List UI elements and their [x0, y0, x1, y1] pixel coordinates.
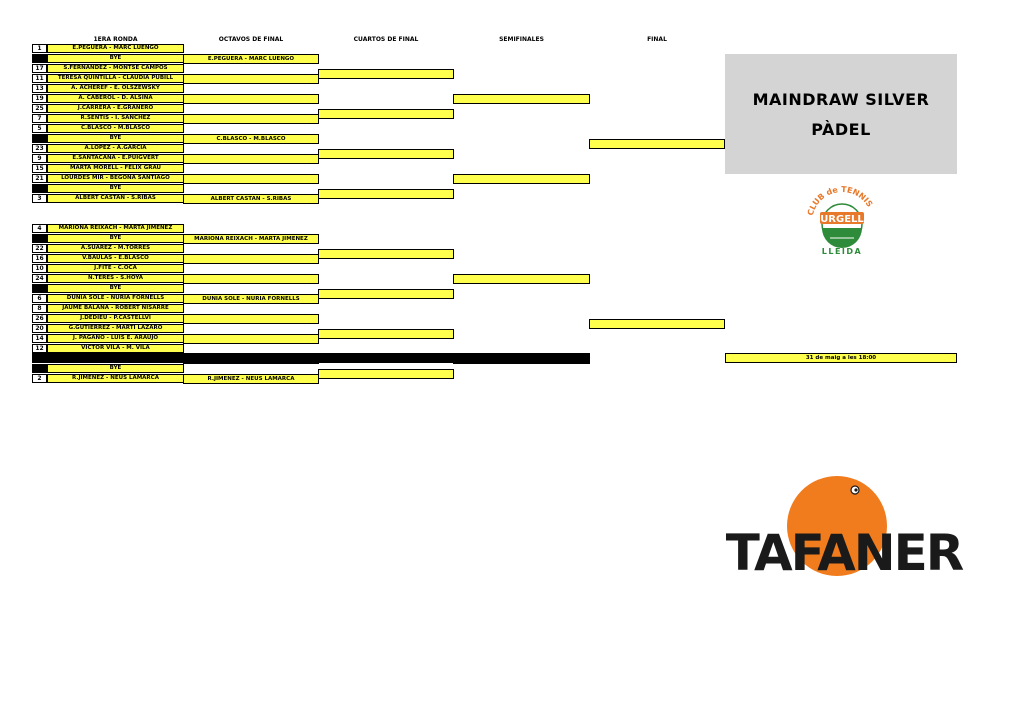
cuartos-slot — [318, 149, 454, 159]
round1-team: MARTA MORELL - FELIX GRAU — [47, 164, 184, 173]
final-slot — [589, 319, 725, 329]
round1-team: R.JIMENEZ - NEUS LAMARCA — [47, 374, 184, 383]
round1-team: A. ACHEREF - E. OLSZEWSKY — [47, 84, 184, 93]
seed-number: 16 — [32, 254, 47, 263]
round1-team: E.PEGUERA - MARC LUENGO — [47, 44, 184, 53]
octavos-slot: DUNIA SOLE - NURIA FORNELLS — [183, 294, 319, 304]
round1-team: A.SUAREZ - M.TORRES — [47, 244, 184, 253]
round1-team: ALBERT CASTAN - S.RIBAS — [47, 194, 184, 203]
seed-number: 7 — [32, 114, 47, 123]
header-octavos: OCTAVOS DE FINAL — [218, 36, 284, 43]
bye-slot: BYE — [47, 234, 184, 243]
seed-number — [32, 234, 47, 243]
cuartos-slot — [318, 369, 454, 379]
octavos-slot: MARIONA REIXACH - MARTA JIMENEZ — [183, 234, 319, 244]
semis-slot — [453, 94, 590, 104]
round1-team: JAUME BALAÑA - ROBERT NISARRE — [47, 304, 184, 313]
round1-team: G.GUTIERREZ - MARTI LAZARO — [47, 324, 184, 333]
octavos-slot: E.PEGUERA - MARC LUENGO — [183, 54, 319, 64]
seed-number: 24 — [32, 274, 47, 283]
seed-number: 22 — [32, 244, 47, 253]
seed-number: 5 — [32, 124, 47, 133]
header-final: FINAL — [647, 36, 667, 43]
title-line-1: MAINDRAW SILVER — [752, 90, 930, 109]
seed-number: 2 — [32, 374, 47, 383]
round1-team: A. CABEROL - D. ALSINA — [47, 94, 184, 103]
seed-number: 9 — [32, 154, 47, 163]
round1-team: N.TERES - S.HOYA — [47, 274, 184, 283]
round1-team: LOURDES MIR - BEGOÑA SANTIAGO — [47, 174, 184, 183]
seed-number: 11 — [32, 74, 47, 83]
seed-number — [32, 284, 47, 293]
seed-number: 1 — [32, 44, 47, 53]
seed-number — [32, 364, 47, 373]
octavos-slot — [183, 74, 319, 84]
round1-team: VICTOR VILA - M. VILA — [47, 344, 184, 353]
seed-number: 4 — [32, 224, 47, 233]
seed-number: 25 — [32, 104, 47, 113]
seed-number: 23 — [32, 144, 47, 153]
seed-number: 3 — [32, 194, 47, 203]
round1-team: TERESA QUINTILLA - CLAUDIA PUBILL — [47, 74, 184, 83]
round1-team: V.BAULAS - E.BLASCO — [47, 254, 184, 263]
octavos-slot — [183, 114, 319, 124]
round1-team: J.DEDIEU - P.CASTELLVI — [47, 314, 184, 323]
draw-divider — [32, 353, 590, 363]
round1-team: J.FITE - C.OCA — [47, 264, 184, 273]
seed-number: 20 — [32, 324, 47, 333]
octavos-slot — [183, 334, 319, 344]
round1-team: J. PAGANO - LUIS E. ARAUJO — [47, 334, 184, 343]
cuartos-slot — [318, 69, 454, 79]
bye-slot: BYE — [47, 134, 184, 143]
octavos-slot: ALBERT CASTAN - S.RIBAS — [183, 194, 319, 204]
svg-text:CLUB de TENNIS: CLUB de TENNIS — [805, 184, 875, 217]
bye-slot: BYE — [47, 284, 184, 293]
seed-number: 10 — [32, 264, 47, 273]
round1-team: A.LOPEZ - A.GARCIA — [47, 144, 184, 153]
final-slot — [589, 139, 725, 149]
octavos-slot — [183, 94, 319, 104]
cuartos-slot — [318, 189, 454, 199]
octavos-slot: C.BLASCO - M.BLASCO — [183, 134, 319, 144]
seed-number: 15 — [32, 164, 47, 173]
club-logo — [800, 180, 882, 258]
round1-team: E.SANTACANA - E.PUIGVERT — [47, 154, 184, 163]
svg-text:TAFANER: TAFANER — [725, 524, 963, 582]
octavos-slot — [183, 154, 319, 164]
round1-team: J.CARRERA - E.GRANERO — [47, 104, 184, 113]
cuartos-slot — [318, 249, 454, 259]
svg-text:LLEIDA: LLEIDA — [821, 247, 863, 256]
title-line-2: PÀDEL — [811, 120, 871, 139]
round1-team: R.SENTIS - I. SANCHEZ — [47, 114, 184, 123]
octavos-slot — [183, 254, 319, 264]
cuartos-slot — [318, 109, 454, 119]
header-cuartos: CUARTOS DE FINAL — [353, 36, 419, 43]
seed-number: 17 — [32, 64, 47, 73]
seed-number: 21 — [32, 174, 47, 183]
round1-team: DUNIA SOLE - NURIA FORNELLS — [47, 294, 184, 303]
octavos-slot — [183, 314, 319, 324]
octavos-slot — [183, 174, 319, 184]
round1-team: MARIONA REIXACH - MARTA JIMENEZ — [47, 224, 184, 233]
semis-slot — [453, 274, 590, 284]
seed-number: 26 — [32, 314, 47, 323]
bye-slot: BYE — [47, 54, 184, 63]
seed-number: 6 — [32, 294, 47, 303]
seed-number — [32, 54, 47, 63]
header-semis: SEMIFINALES — [499, 36, 544, 43]
octavos-slot — [183, 274, 319, 284]
title-box — [725, 54, 957, 174]
final-date-box: 31 de maig a les 18:00 — [725, 353, 957, 363]
seed-number: 14 — [32, 334, 47, 343]
header-round1: 1ERA RONDA — [93, 36, 138, 43]
seed-number: 13 — [32, 84, 47, 93]
sponsor-logo — [725, 476, 963, 582]
cuartos-slot — [318, 289, 454, 299]
bye-slot: BYE — [47, 184, 184, 193]
svg-text:URGELL: URGELL — [820, 214, 864, 225]
octavos-slot: R.JIMENEZ - NEUS LAMARCA — [183, 374, 319, 384]
seed-number — [32, 134, 47, 143]
seed-number: 12 — [32, 344, 47, 353]
seed-number — [32, 184, 47, 193]
semis-slot — [453, 174, 590, 184]
bye-slot: BYE — [47, 364, 184, 373]
seed-number: 8 — [32, 304, 47, 313]
seed-number: 19 — [32, 94, 47, 103]
cuartos-slot — [318, 329, 454, 339]
round1-team: S.FERNANDEZ - MONTSE CAMPOS — [47, 64, 184, 73]
round1-team: C.BLASCO - M.BLASCO — [47, 124, 184, 133]
